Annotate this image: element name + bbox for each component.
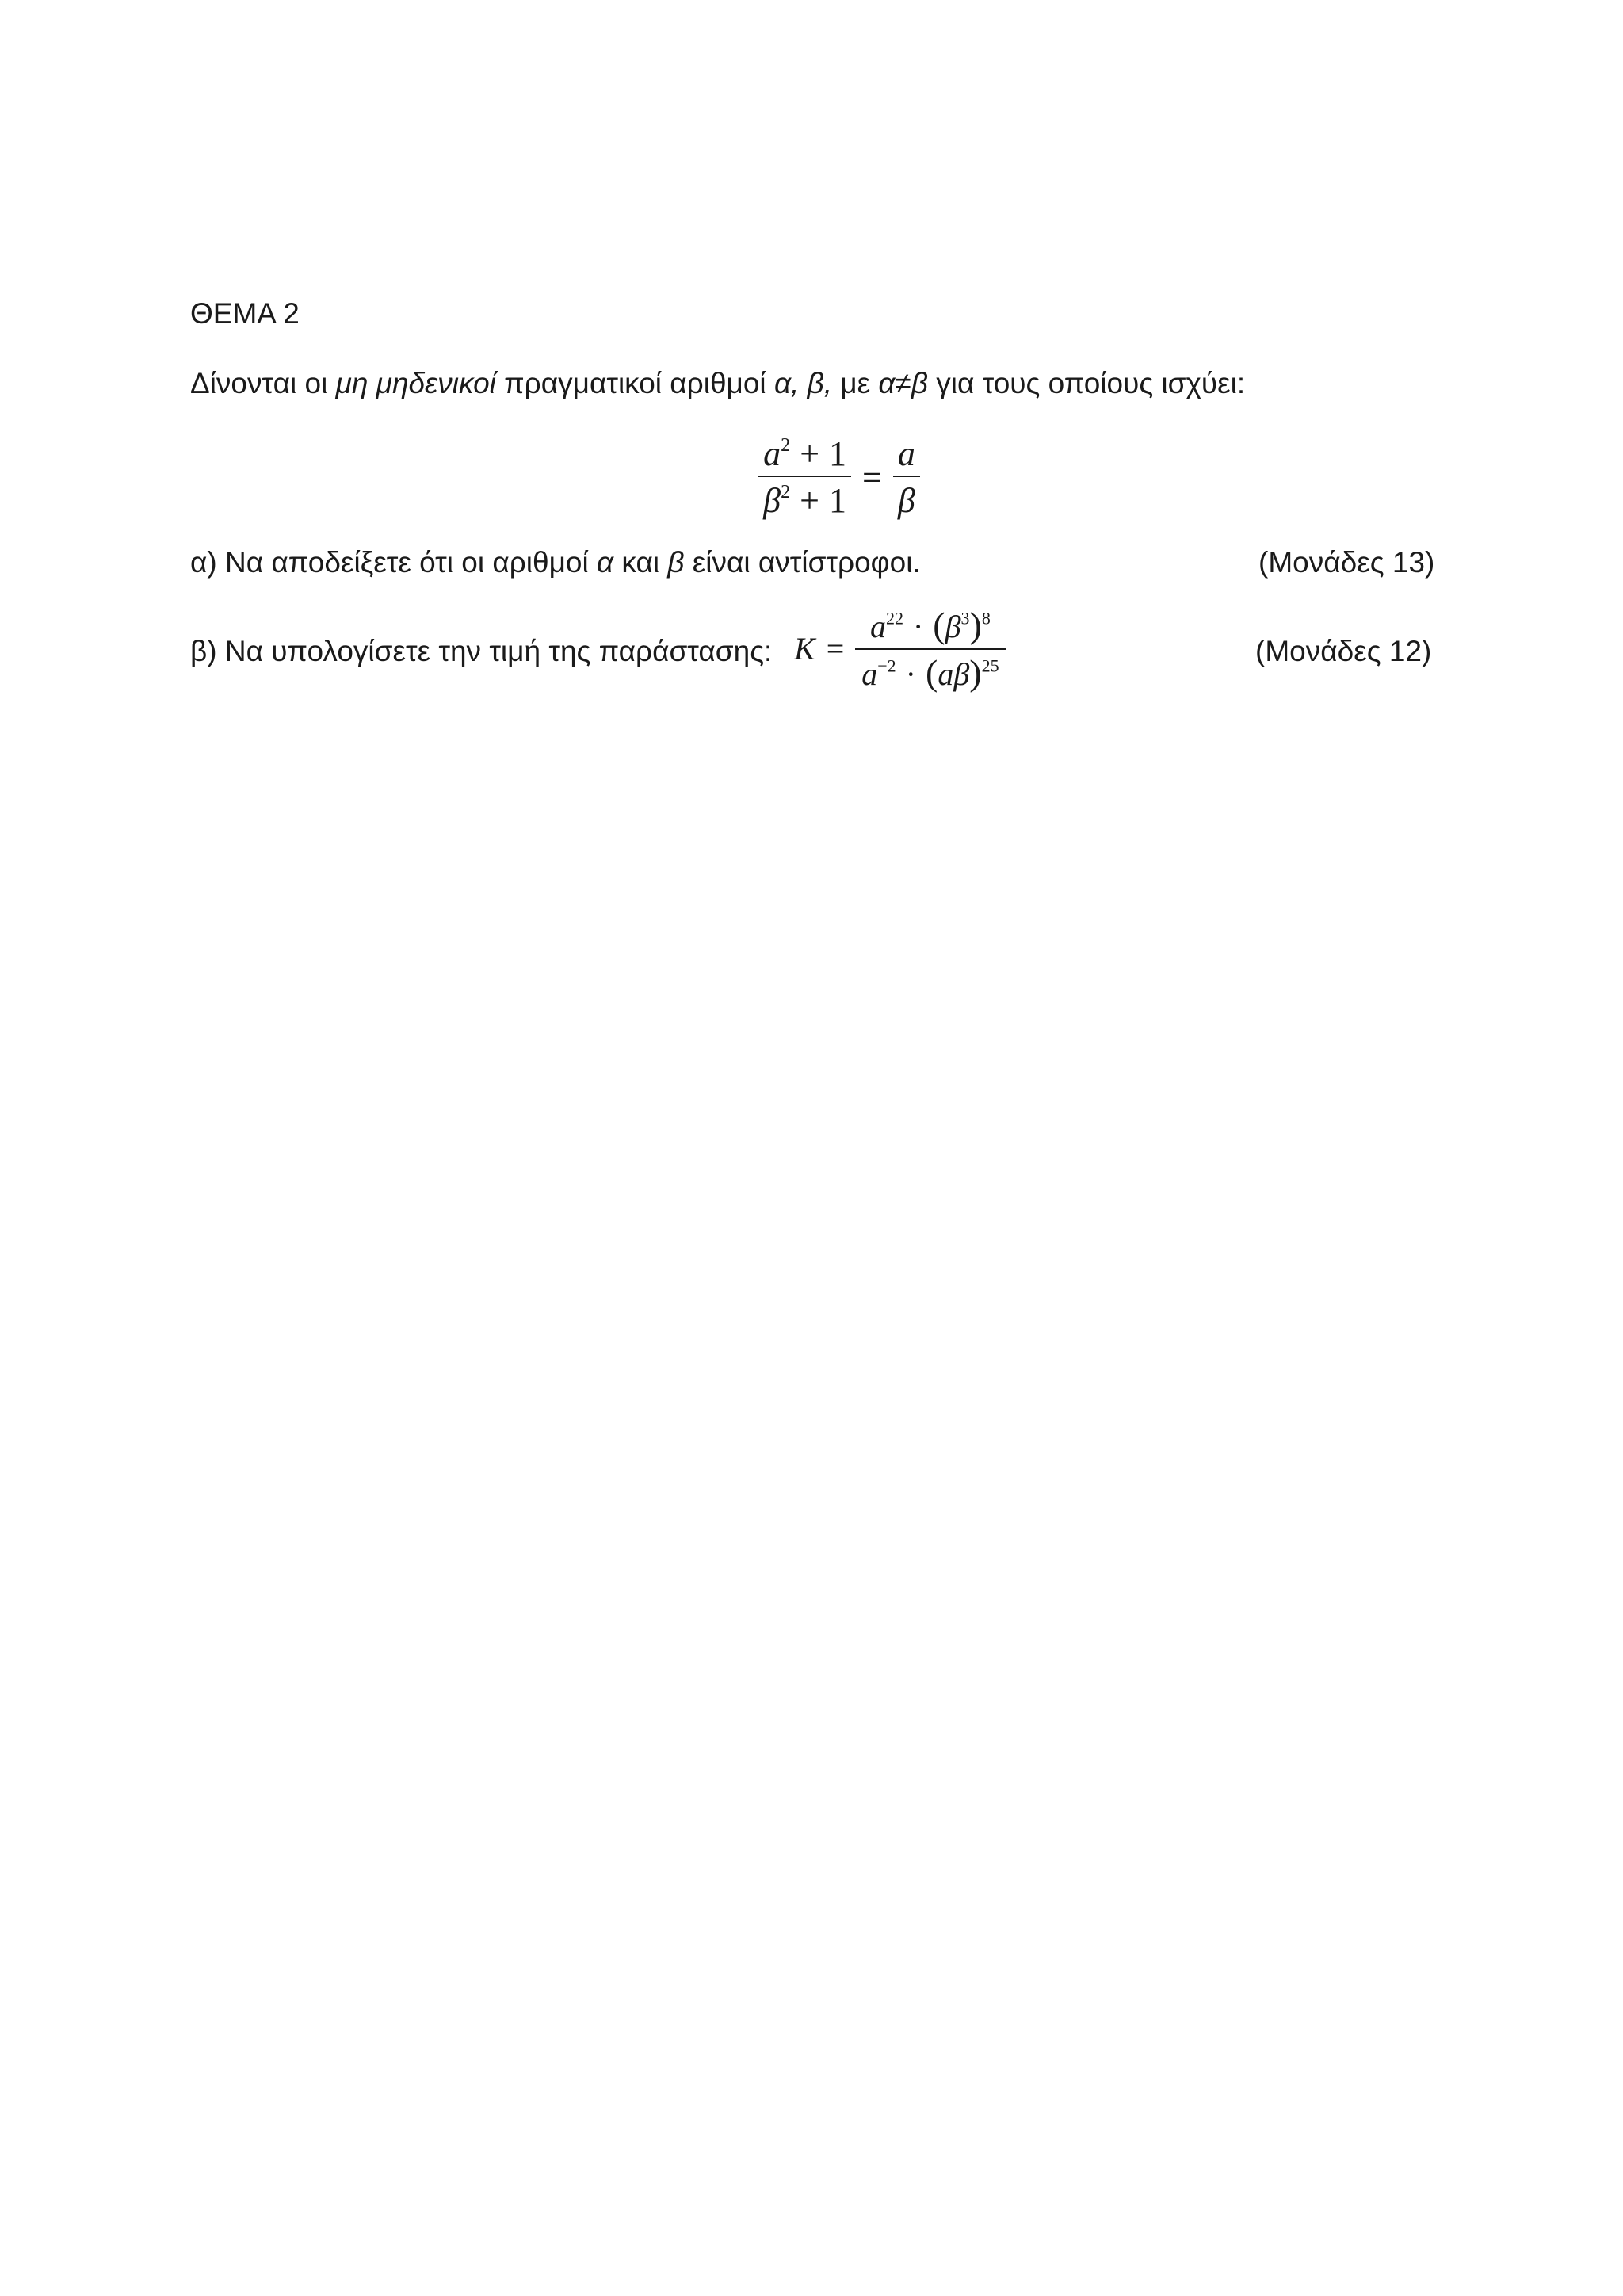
left-paren: ( xyxy=(933,605,945,645)
k-den-inner: aβ xyxy=(938,655,970,692)
k-label: K xyxy=(794,631,815,667)
question-a-text: και xyxy=(613,546,668,579)
k-denominator xyxy=(855,650,1005,696)
k-num-inner-exponent: 3 xyxy=(960,608,970,628)
question-b: β) Να υπολογίσετε την τιμή της παράστασης: xyxy=(190,635,773,667)
lhs-num-exponent: 2 xyxy=(781,434,791,456)
question-a-text: είναι αντίστροφοι. xyxy=(684,546,921,579)
rhs-numerator: a xyxy=(897,434,915,473)
intro-text: με xyxy=(832,367,879,399)
intro-text: για τους οποίους ισχύει: xyxy=(927,367,1246,399)
rhs-fraction xyxy=(893,432,920,522)
multiply-dot: · xyxy=(905,655,916,692)
k-den-base: a xyxy=(861,655,878,692)
question-a-beta: β xyxy=(667,546,685,579)
k-expression xyxy=(794,602,1006,695)
lhs-den-base: β xyxy=(763,481,781,520)
lhs-num-base: a xyxy=(763,434,781,473)
right-paren: ) xyxy=(969,605,982,645)
k-num-base: a xyxy=(869,609,886,644)
k-numerator xyxy=(864,602,997,648)
intro-italic-nonzero: μη μηδενικοί xyxy=(335,367,496,399)
intro-italic-beta: β xyxy=(911,367,928,399)
given-equation xyxy=(0,432,1623,522)
intro-italic-alpha: α xyxy=(878,367,896,399)
lhs-numerator xyxy=(758,432,851,476)
lhs-denominator xyxy=(758,477,851,522)
k-num-inner-base: β xyxy=(945,609,961,644)
not-equal-sign: ≠ xyxy=(895,367,911,399)
lhs-fraction xyxy=(758,432,851,522)
question-a-points: (Μονάδες 13) xyxy=(1258,546,1435,579)
intro-text: πραγματικοί αριθμοί xyxy=(495,367,774,399)
equals-sign: = xyxy=(862,457,882,497)
question-b-points: (Μονάδες 12) xyxy=(1255,635,1432,667)
lhs-den-exponent: 2 xyxy=(781,480,791,502)
lhs-num-one: 1 xyxy=(829,434,847,473)
k-fraction xyxy=(855,602,1005,695)
exam-topic-title: ΘΕΜΑ 2 xyxy=(190,297,300,330)
intro-italic-variables: α, β, xyxy=(773,367,833,399)
question-a xyxy=(190,545,921,580)
problem-statement xyxy=(190,366,1245,401)
left-paren: ( xyxy=(926,651,938,693)
lhs-den-one: 1 xyxy=(829,481,846,520)
question-a-text: α) Να αποδείξετε ότι οι αριθμοί xyxy=(190,546,597,579)
multiply-dot: · xyxy=(912,609,924,644)
rhs-denominator: β xyxy=(897,481,915,520)
intro-text: Δίνονται οι xyxy=(190,367,336,399)
question-a-alpha: α xyxy=(597,546,614,579)
k-den-exponent: −2 xyxy=(877,655,896,675)
k-num-outer-exponent: 8 xyxy=(981,608,991,628)
plus-sign: + xyxy=(800,434,820,473)
right-paren: ) xyxy=(969,651,982,693)
k-den-outer-exponent: 25 xyxy=(981,655,999,675)
equals-sign: = xyxy=(826,631,845,667)
k-num-exponent: 22 xyxy=(885,608,903,628)
plus-sign: + xyxy=(800,481,819,520)
